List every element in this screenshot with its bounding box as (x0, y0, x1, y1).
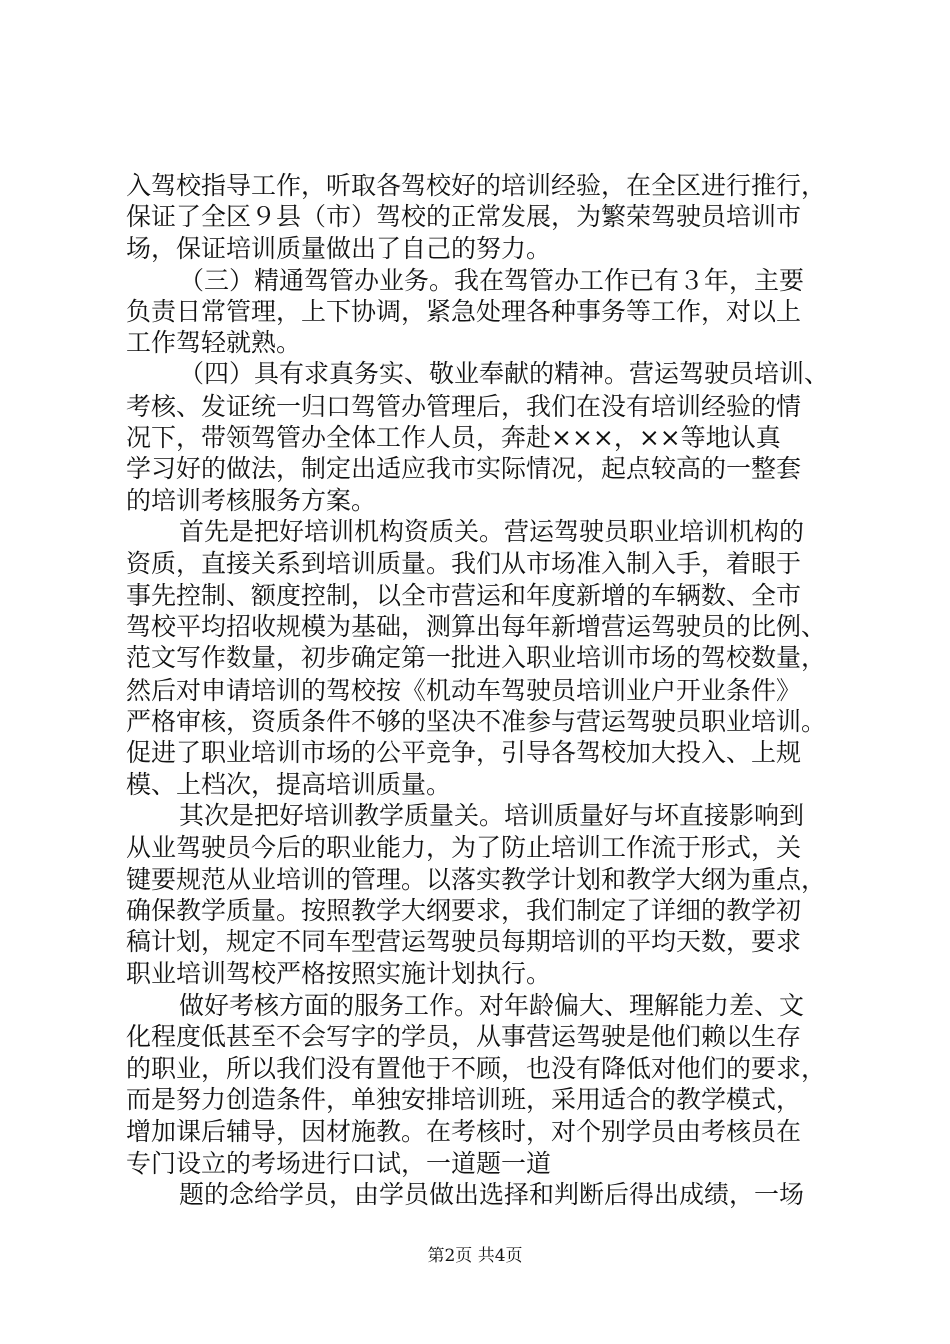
text-line: 的培训考核服务方案。 (126, 486, 377, 516)
text-line: 专门设立的考场进行口试，一道题一道 (126, 1148, 552, 1178)
text-line: 范文写作数量，初步确定第一批进入职业培训市场的驾校数量， (126, 643, 827, 673)
text-line: 入驾校指导工作，听取各驾校好的培训经验，在全区进行推行， (126, 171, 827, 200)
page-number-footer: 第2页 共4页 (427, 1246, 523, 1266)
text-line: 负责日常管理，上下协调，紧急处理各种事务等工作，对以上 (126, 296, 802, 326)
text-line: 模、上档次，提高培训质量。 (126, 770, 452, 800)
text-line: 况下，带领驾管办全体工作人员，奔赴×××，××等地认真 (126, 422, 781, 452)
text-line: 其次是把好培训教学质量关。培训质量好与坏直接影响到 (179, 801, 805, 831)
text-line: 增加课后辅导，因材施教。在考核时，对个别学员由考核员在 (126, 1116, 802, 1146)
text-line: 考核、发证统一归口驾管办管理后，我们在没有培训经验的情 (126, 391, 802, 421)
text-line: 键要规范从业培训的管理。以落实教学计划和教学大纲为重点， (126, 864, 827, 894)
text-line: 事先控制、额度控制，以全市营运和年度新增的车辆数、全市 (126, 580, 802, 610)
text-line: 严格审核，资质条件不够的坚决不准参与营运驾驶员职业培训。 (126, 706, 827, 736)
text-line: 场，保证培训质量做出了自己的努力。 (126, 233, 552, 263)
text-line: （三）精通驾管办业务。我在驾管办工作已有３年，主要 (179, 265, 805, 295)
text-line: 从业驾驶员今后的职业能力，为了防止培训工作流于形式，关 (126, 832, 802, 862)
text-line: 确保教学质量。按照教学大纲要求，我们制定了详细的教学初 (126, 896, 802, 926)
text-line: 学习好的做法，制定出适应我市实际情况，起点较高的一整套 (126, 454, 802, 484)
text-line: 促进了职业培训市场的公平竞争，引导各驾校加大投入、上规 (126, 738, 802, 768)
text-line: 工作驾轻就熟。 (126, 328, 302, 358)
text-line: 资质，直接关系到培训质量。我们从市场准入制入手，着眼于 (126, 548, 802, 578)
text-line: 的职业，所以我们没有置他于不顾，也没有降低对他们的要求， (126, 1054, 827, 1084)
text-line: 题的念给学员，由学员做出选择和判断后得出成绩，一场 (179, 1180, 805, 1209)
text-line: （四）具有求真务实、敬业奉献的精神。营运驾驶员培训、 (179, 359, 830, 389)
text-line: 驾校平均招收规模为基础，测算出每年新增营运驾驶员的比例、 (126, 612, 827, 642)
text-line: 然后对申请培训的驾校按《机动车驾驶员培训业户开业条件》 (126, 675, 802, 705)
text-line: 稿计划，规定不同车型营运驾驶员每期培训的平均天数，要求 (126, 927, 802, 957)
text-line: 职业培训驾校严格按照实施计划执行。 (126, 959, 552, 989)
text-line: 化程度低甚至不会写字的学员，从事营运驾驶是他们赖以生存 (126, 1021, 802, 1051)
text-line: 首先是把好培训机构资质关。营运驾驶员职业培训机构的 (179, 517, 805, 547)
text-line: 而是努力创造条件，单独安排培训班，采用适合的教学模式， (126, 1085, 802, 1115)
text-line: 做好考核方面的服务工作。对年龄偏大、理解能力差、文 (179, 990, 805, 1020)
text-line: 保证了全区９县（市）驾校的正常发展，为繁荣驾驶员培训市 (126, 202, 802, 232)
